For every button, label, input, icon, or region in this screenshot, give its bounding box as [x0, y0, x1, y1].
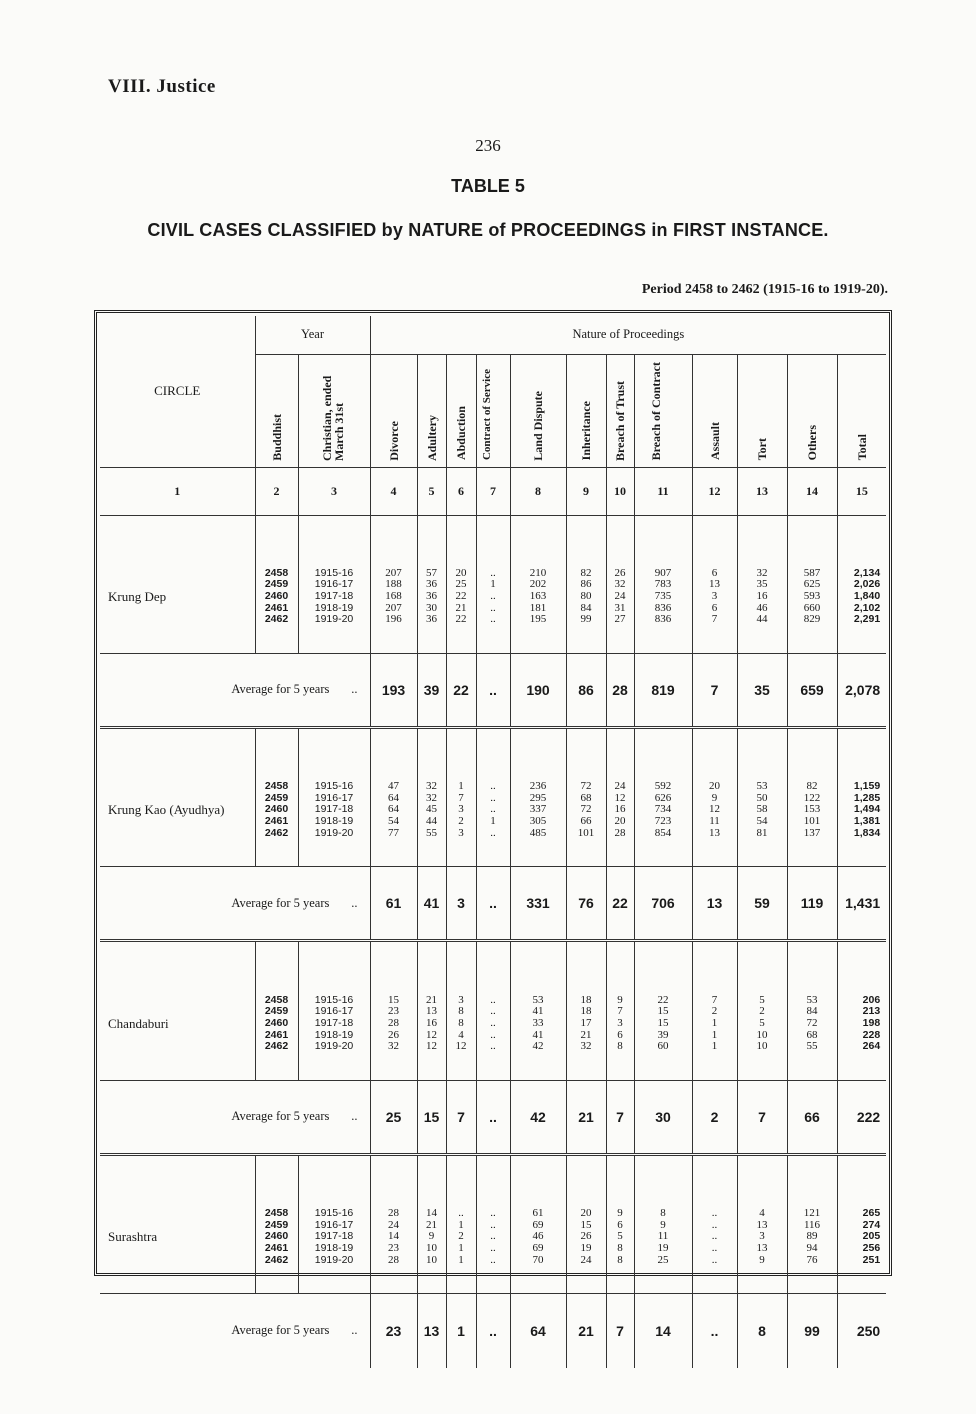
- average-value: 99: [787, 1294, 837, 1368]
- spacer-cell: [692, 1156, 737, 1182]
- average-value: 28: [606, 653, 634, 727]
- circle-data-row: [100, 755, 886, 867]
- average-value: 193: [370, 653, 417, 727]
- circle-name: Surashtra: [108, 1229, 158, 1245]
- total-values: 1,159 1,285 1,494 1,381 1,834: [837, 755, 886, 867]
- average-value: 7: [692, 653, 737, 727]
- average-value: 7: [606, 1294, 634, 1368]
- spacer-row: [100, 1156, 886, 1182]
- total-values: 2,134 2,026 1,840 2,102 2,291: [837, 541, 886, 653]
- spacer-cell: [255, 515, 298, 541]
- average-value: 7: [606, 1080, 634, 1154]
- spacer-cell: [476, 942, 510, 968]
- average-row: [100, 1294, 886, 1368]
- average-value: 13: [692, 867, 737, 941]
- spacer-cell: [370, 942, 417, 968]
- spacer-cell: [634, 942, 692, 968]
- spacer-row: [100, 729, 886, 755]
- civil-cases-table: [100, 316, 886, 1368]
- case-values: 22 15 15 39 60: [634, 968, 692, 1080]
- spacer-cell: [606, 515, 634, 541]
- spacer-cell: [255, 729, 298, 755]
- case-values: 15 23 28 26 32: [370, 968, 417, 1080]
- column-number: 10: [606, 467, 634, 515]
- average-total: 2,078: [837, 653, 886, 727]
- column-number: 9: [566, 467, 606, 515]
- case-values: 1 7 3 2 3: [446, 755, 476, 867]
- average-value: ..: [476, 1080, 510, 1154]
- spacer-cell: [837, 729, 886, 755]
- average-value: 76: [566, 867, 606, 941]
- column-number: 2: [255, 467, 298, 515]
- spacer-cell: [737, 1156, 787, 1182]
- average-value: 819: [634, 653, 692, 727]
- case-values: .. 1 .. .. ..: [476, 541, 510, 653]
- spacer-cell: [417, 942, 446, 968]
- case-values: 28 24 14 23 28: [370, 1182, 417, 1294]
- spacer-cell: [417, 1156, 446, 1182]
- spacer-cell: [255, 1156, 298, 1182]
- case-values: 20 9 12 11 13: [692, 755, 737, 867]
- spacer-cell: [837, 515, 886, 541]
- case-values: 9 7 3 6 8: [606, 968, 634, 1080]
- spacer-cell: [606, 942, 634, 968]
- col-header-breach-of-contract: Breach of Contract: [634, 354, 692, 467]
- average-value: 61: [370, 867, 417, 941]
- spacer-cell: [692, 515, 737, 541]
- case-values: 3 8 8 4 12: [446, 968, 476, 1080]
- column-number: 15: [837, 467, 886, 515]
- average-value: 8: [737, 1294, 787, 1368]
- average-total: 222: [837, 1080, 886, 1154]
- average-value: ..: [692, 1294, 737, 1368]
- case-values: 592 626 734 723 854: [634, 755, 692, 867]
- average-value: 22: [446, 653, 476, 727]
- page-number: 236: [475, 136, 501, 155]
- average-value: 2: [692, 1080, 737, 1154]
- col-header-contract-of-service: Contract of Service: [476, 354, 510, 467]
- case-values: .. 1 2 1 1: [446, 1182, 476, 1294]
- average-row: [100, 867, 886, 941]
- col-header-others: Others: [787, 354, 837, 467]
- spacer-cell: [837, 1156, 886, 1182]
- spacer-cell: [566, 1156, 606, 1182]
- spacer-cell: [446, 515, 476, 541]
- col-header-adultery: Adultery: [417, 354, 446, 467]
- case-values: 20 15 26 19 24: [566, 1182, 606, 1294]
- column-number: 4: [370, 467, 417, 515]
- spacer-cell: [510, 515, 566, 541]
- case-values: 82 122 153 101 137: [787, 755, 837, 867]
- average-label-text: Average for 5 years: [231, 682, 330, 696]
- average-value: 86: [566, 653, 606, 727]
- average-row: [100, 1080, 886, 1154]
- average-value: 30: [634, 1080, 692, 1154]
- spacer-cell: [606, 1156, 634, 1182]
- spacer-cell: [370, 515, 417, 541]
- period-label: Period 2458 to 2462 (1915-16 to 1919-20).: [641, 282, 888, 297]
- spacer-cell: [298, 942, 370, 968]
- case-values: .. .. .. .. ..: [476, 968, 510, 1080]
- circle-data-row: [100, 968, 886, 1080]
- case-values: 5 2 5 10 10: [737, 968, 787, 1080]
- column-number: 8: [510, 467, 566, 515]
- average-value: 190: [510, 653, 566, 727]
- column-number: 5: [417, 467, 446, 515]
- spacer-cell: [298, 1156, 370, 1182]
- col-header-assault: Assault: [692, 354, 737, 467]
- column-number: 3: [298, 467, 370, 515]
- average-value: 41: [417, 867, 446, 941]
- spacer-cell: [255, 942, 298, 968]
- average-dots: ..: [351, 895, 358, 910]
- column-number: 13: [737, 467, 787, 515]
- case-values: .. .. .. 1 ..: [476, 755, 510, 867]
- average-label-text: Average for 5 years: [231, 895, 330, 910]
- average-label: [100, 867, 370, 941]
- spacer-cell: [634, 1156, 692, 1182]
- spacer-cell: [606, 729, 634, 755]
- case-values: 21 13 16 12 12: [417, 968, 446, 1080]
- case-values: .. .. .. .. ..: [476, 1182, 510, 1294]
- average-dots: ..: [351, 682, 358, 696]
- spacer-cell: [476, 1156, 510, 1182]
- christian-years: 1915-16 1916-17 1917-18 1918-19 1919-20: [298, 968, 370, 1080]
- average-label-text: Average for 5 years: [231, 1109, 330, 1123]
- case-values: 24 12 16 20 28: [606, 755, 634, 867]
- average-label-text: Average for 5 years: [231, 1323, 330, 1338]
- spacer-row: [100, 515, 886, 541]
- spacer-cell: [510, 729, 566, 755]
- case-values: 53 50 58 54 81: [737, 755, 787, 867]
- average-value: 1: [446, 1294, 476, 1368]
- buddhist-years: 2458 2459 2460 2461 2462: [255, 541, 298, 653]
- buddhist-years: 2458 2459 2460 2461 2462: [255, 755, 298, 867]
- average-value: ..: [476, 1294, 510, 1368]
- average-value: 64: [510, 1294, 566, 1368]
- col-header-christian: Christian, ended March 31st: [298, 354, 370, 467]
- spacer-cell: [737, 942, 787, 968]
- average-row: [100, 653, 886, 727]
- table-subtitle: CIVIL CASES CLASSIFIED by NATURE of PROCEEDINGS in FIRST INSTANCE.: [147, 220, 829, 240]
- average-value: 21: [566, 1080, 606, 1154]
- column-number: 14: [787, 467, 837, 515]
- spacer-cell: [566, 942, 606, 968]
- spacer-cell: [100, 729, 255, 755]
- col-header-total: Total: [837, 354, 886, 467]
- total-values: 265 274 205 256 251: [837, 1182, 886, 1294]
- section-heading: VIII. Justice: [108, 76, 216, 97]
- buddhist-years: 2458 2459 2460 2461 2462: [255, 1182, 298, 1294]
- average-value: 66: [787, 1080, 837, 1154]
- column-number: 11: [634, 467, 692, 515]
- case-values: 72 68 72 66 101: [566, 755, 606, 867]
- average-label: [100, 1080, 370, 1154]
- buddhist-years: 2458 2459 2460 2461 2462: [255, 968, 298, 1080]
- case-values: 8 9 11 19 25: [634, 1182, 692, 1294]
- circle-name: Krung Dep: [108, 588, 167, 604]
- case-values: 210 202 163 181 195: [510, 541, 566, 653]
- column-number: 6: [446, 467, 476, 515]
- average-value: 706: [634, 867, 692, 941]
- average-total: 1,431: [837, 867, 886, 941]
- case-values: 47 64 64 54 77: [370, 755, 417, 867]
- total-values: 206 213 198 228 264: [837, 968, 886, 1080]
- case-values: 53 41 33 41 42: [510, 968, 566, 1080]
- spacer-cell: [100, 942, 255, 968]
- spacer-cell: [566, 515, 606, 541]
- circle-data-row: [100, 1182, 886, 1294]
- case-values: 61 69 46 69 70: [510, 1182, 566, 1294]
- table-title: TABLE 5: [451, 176, 525, 196]
- case-values: 57 36 36 30 36: [417, 541, 446, 653]
- average-value: 21: [566, 1294, 606, 1368]
- spacer-cell: [634, 515, 692, 541]
- spacer-cell: [417, 729, 446, 755]
- average-value: ..: [476, 867, 510, 941]
- circle-header: CIRCLE: [154, 383, 201, 399]
- case-values: 207 188 168 207 196: [370, 541, 417, 653]
- average-value: 331: [510, 867, 566, 941]
- spacer-cell: [298, 729, 370, 755]
- case-values: 236 295 337 305 485: [510, 755, 566, 867]
- christian-years: 1915-16 1916-17 1917-18 1918-19 1919-20: [298, 541, 370, 653]
- col-header-abduction: Abduction: [446, 354, 476, 467]
- nature-group-header: Nature of Proceedings: [370, 316, 886, 354]
- average-dots: ..: [351, 1109, 358, 1123]
- case-values: 26 32 24 31 27: [606, 541, 634, 653]
- case-values: 4 13 3 13 9: [737, 1182, 787, 1294]
- spacer-cell: [370, 729, 417, 755]
- column-number: 1: [100, 467, 255, 515]
- spacer-cell: [787, 515, 837, 541]
- spacer-cell: [510, 942, 566, 968]
- average-value: 35: [737, 653, 787, 727]
- spacer-cell: [298, 515, 370, 541]
- spacer-cell: [787, 1156, 837, 1182]
- case-values: 9 6 5 8 8: [606, 1182, 634, 1294]
- spacer-cell: [510, 1156, 566, 1182]
- col-header-buddhist: Buddhist: [255, 354, 298, 467]
- spacer-cell: [370, 1156, 417, 1182]
- average-value: 7: [737, 1080, 787, 1154]
- average-label: [100, 1294, 370, 1368]
- column-number-row: [100, 467, 886, 515]
- col-header-land-dispute: Land Dispute: [510, 354, 566, 467]
- case-values: 14 21 9 10 10: [417, 1182, 446, 1294]
- spacer-cell: [100, 1156, 255, 1182]
- spacer-cell: [787, 942, 837, 968]
- spacer-cell: [634, 729, 692, 755]
- average-value: ..: [476, 653, 510, 727]
- spacer-cell: [446, 729, 476, 755]
- average-value: 7: [446, 1080, 476, 1154]
- spacer-cell: [787, 729, 837, 755]
- case-values: 53 84 72 68 55: [787, 968, 837, 1080]
- column-number: 12: [692, 467, 737, 515]
- average-value: 42: [510, 1080, 566, 1154]
- christian-years: 1915-16 1916-17 1917-18 1918-19 1919-20: [298, 755, 370, 867]
- christian-years: 1915-16 1916-17 1917-18 1918-19 1919-20: [298, 1182, 370, 1294]
- case-values: 7 2 1 1 1: [692, 968, 737, 1080]
- spacer-cell: [417, 515, 446, 541]
- col-header-breach-of-trust: Breach of Trust: [606, 354, 634, 467]
- average-value: 22: [606, 867, 634, 941]
- spacer-cell: [476, 729, 510, 755]
- year-group-header: Year: [255, 316, 370, 354]
- spacer-cell: [446, 1156, 476, 1182]
- average-value: 14: [634, 1294, 692, 1368]
- case-values: 32 32 45 44 55: [417, 755, 446, 867]
- average-value: 13: [417, 1294, 446, 1368]
- case-values: 32 35 16 46 44: [737, 541, 787, 653]
- circle-name: Chandaburi: [108, 1015, 169, 1031]
- col-header-tort: Tort: [737, 354, 787, 467]
- spacer-cell: [476, 515, 510, 541]
- case-values: 20 25 22 21 22: [446, 541, 476, 653]
- average-value: 39: [417, 653, 446, 727]
- spacer-cell: [737, 515, 787, 541]
- average-total: 250: [837, 1294, 886, 1368]
- col-header-inheritance: Inheritance: [566, 354, 606, 467]
- spacer-cell: [692, 729, 737, 755]
- col-header-divorce: Divorce: [370, 354, 417, 467]
- case-values: 587 625 593 660 829: [787, 541, 837, 653]
- spacer-cell: [837, 942, 886, 968]
- spacer-cell: [692, 942, 737, 968]
- average-dots: ..: [351, 1323, 358, 1338]
- spacer-cell: [100, 515, 255, 541]
- average-value: 15: [417, 1080, 446, 1154]
- average-value: 23: [370, 1294, 417, 1368]
- case-values: 907 783 735 836 836: [634, 541, 692, 653]
- average-value: 25: [370, 1080, 417, 1154]
- case-values: 121 116 89 94 76: [787, 1182, 837, 1294]
- circle-name: Krung Kao (Ayudhya): [108, 802, 225, 818]
- case-values: 6 13 3 6 7: [692, 541, 737, 653]
- spacer-cell: [737, 729, 787, 755]
- average-label: [100, 653, 370, 727]
- case-values: 18 18 17 21 32: [566, 968, 606, 1080]
- average-value: 659: [787, 653, 837, 727]
- average-value: 3: [446, 867, 476, 941]
- case-values: 82 86 80 84 99: [566, 541, 606, 653]
- spacer-cell: [566, 729, 606, 755]
- spacer-row: [100, 942, 886, 968]
- average-value: 119: [787, 867, 837, 941]
- column-number: 7: [476, 467, 510, 515]
- circle-data-row: [100, 541, 886, 653]
- average-value: 59: [737, 867, 787, 941]
- spacer-cell: [446, 942, 476, 968]
- case-values: .. .. .. .. ..: [692, 1182, 737, 1294]
